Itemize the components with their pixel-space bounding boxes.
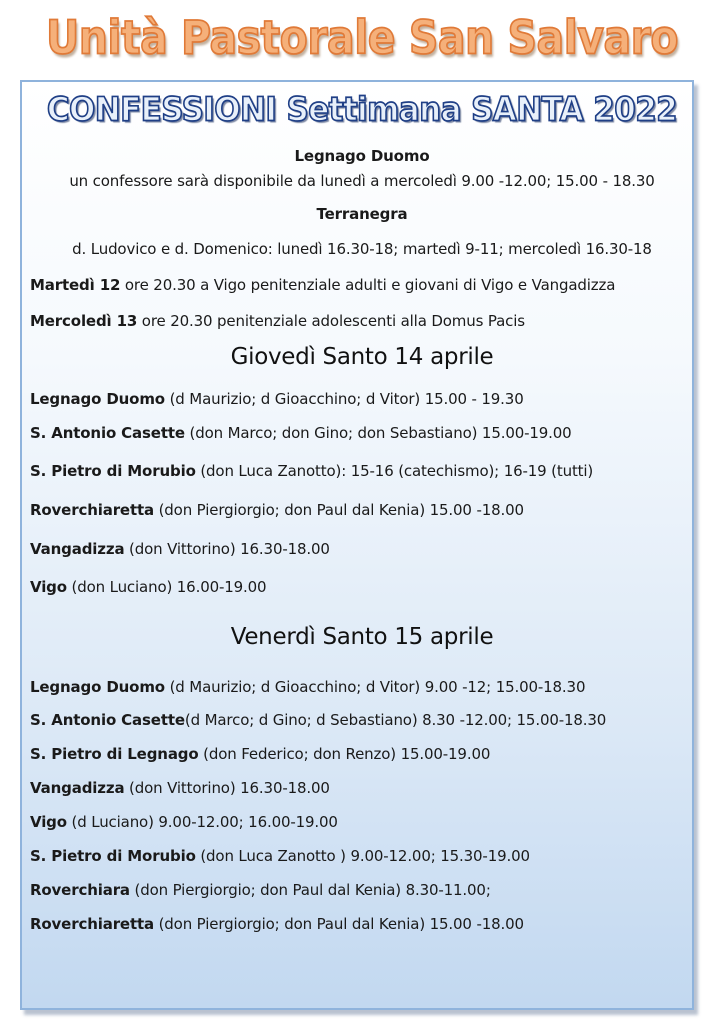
entry-details: (don Piergiorgio; don Paul dal Kenia) 15.00 -18.00	[153, 501, 524, 519]
legnago-text: un confessore sarà disponibile da lunedì a mercoledì 9.00 -12.00; 15.00 - 18.30	[69, 172, 655, 190]
entry-details: (don Federico; don Renzo) 15.00-19.00	[198, 745, 491, 763]
giovedi-entry	[30, 540, 330, 558]
martedi-line	[30, 276, 615, 294]
entry-place: Legnago Duomo	[30, 390, 165, 408]
entry-details: (don Marco; don Gino; don Sebastiano) 15.00-19.00	[184, 424, 572, 442]
entry-place: Roverchiaretta	[30, 915, 154, 933]
entry-place: S. Pietro di Morubio	[30, 847, 196, 865]
entry-details: (don Luciano) 16.00-19.00	[66, 578, 267, 596]
entry-place: Vangadizza	[30, 779, 125, 797]
entry-place: Vigo	[30, 813, 67, 831]
entry-place: S. Pietro di Legnago	[30, 745, 199, 763]
entry-place: Vigo	[30, 578, 67, 596]
venerdi-entry	[30, 881, 491, 899]
mercoledi-day: Mercoledì 13	[30, 312, 138, 330]
legnago-title: Legnago Duomo	[294, 147, 430, 165]
entry-place: S. Antonio Casette	[30, 711, 185, 729]
giovedi-entry	[30, 462, 593, 480]
entry-details: (don Piergiorgio; don Paul dal Kenia) 8.30-11.00;	[129, 881, 491, 899]
entry-details: (don Luca Zanotto ) 9.00-12.00; 15.30-19.00	[195, 847, 530, 865]
entry-details: (don Piergiorgio; don Paul dal Kenia) 15.00 -18.00	[153, 915, 524, 933]
schedule-subtitle: CONFESSIONI Settimana SANTA 2022	[46, 91, 678, 129]
entry-place: Roverchiara	[30, 881, 130, 899]
venerdi-entry	[30, 678, 585, 696]
venerdi-entry	[30, 745, 490, 763]
venerdi-entry	[30, 847, 530, 865]
entry-place: S. Pietro di Morubio	[30, 462, 196, 480]
mercoledi-line	[30, 312, 525, 330]
entry-place: Vangadizza	[30, 540, 125, 558]
entry-details: (don Luca Zanotto): 15-16 (catechismo); 16-19 (tutti)	[195, 462, 594, 480]
giovedi-entry	[30, 501, 524, 519]
entry-details: (don Vittorino) 16.30-18.00	[124, 540, 330, 558]
martedi-text: ore 20.30 a Vigo penitenziale adulti e giovani di Vigo e Vangadizza	[120, 276, 616, 294]
giovedi-entry	[30, 424, 572, 442]
entry-details: (d Marco; d Gino; d Sebastiano) 8.30 -12.00; 15.00-18.30	[184, 711, 607, 729]
venerdi-heading: Venerdì Santo 15 aprile	[230, 624, 494, 650]
venerdi-entry	[30, 915, 524, 933]
terranegra-text: d. Ludovico e d. Domenico: lunedì 16.30-18; martedì 9-11; mercoledì 16.30-18	[72, 240, 652, 258]
entry-details: (d Maurizio; d Gioacchino; d Vitor) 15.00 - 19.30	[164, 390, 524, 408]
venerdi-entry	[30, 711, 606, 729]
venerdi-entry	[30, 813, 338, 831]
entry-details: (d Luciano) 9.00-12.00; 16.00-19.00	[66, 813, 338, 831]
venerdi-entry	[30, 779, 330, 797]
entry-place: S. Antonio Casette	[30, 424, 185, 442]
entry-details: (don Vittorino) 16.30-18.00	[124, 779, 330, 797]
page-title: Unità Pastorale San Salvaro	[45, 11, 679, 65]
mercoledi-text: ore 20.30 penitenziale adolescenti alla Domus Pacis	[137, 312, 525, 330]
giovedi-entry	[30, 390, 524, 408]
terranegra-title: Terranegra	[316, 205, 408, 223]
giovedi-entry	[30, 578, 266, 596]
entry-details: (d Maurizio; d Gioacchino; d Vitor) 9.00 -12; 15.00-18.30	[164, 678, 586, 696]
martedi-day: Martedì 12	[30, 276, 121, 294]
entry-place: Roverchiaretta	[30, 501, 154, 519]
giovedi-heading: Giovedì Santo 14 aprile	[230, 344, 494, 370]
entry-place: Legnago Duomo	[30, 678, 165, 696]
